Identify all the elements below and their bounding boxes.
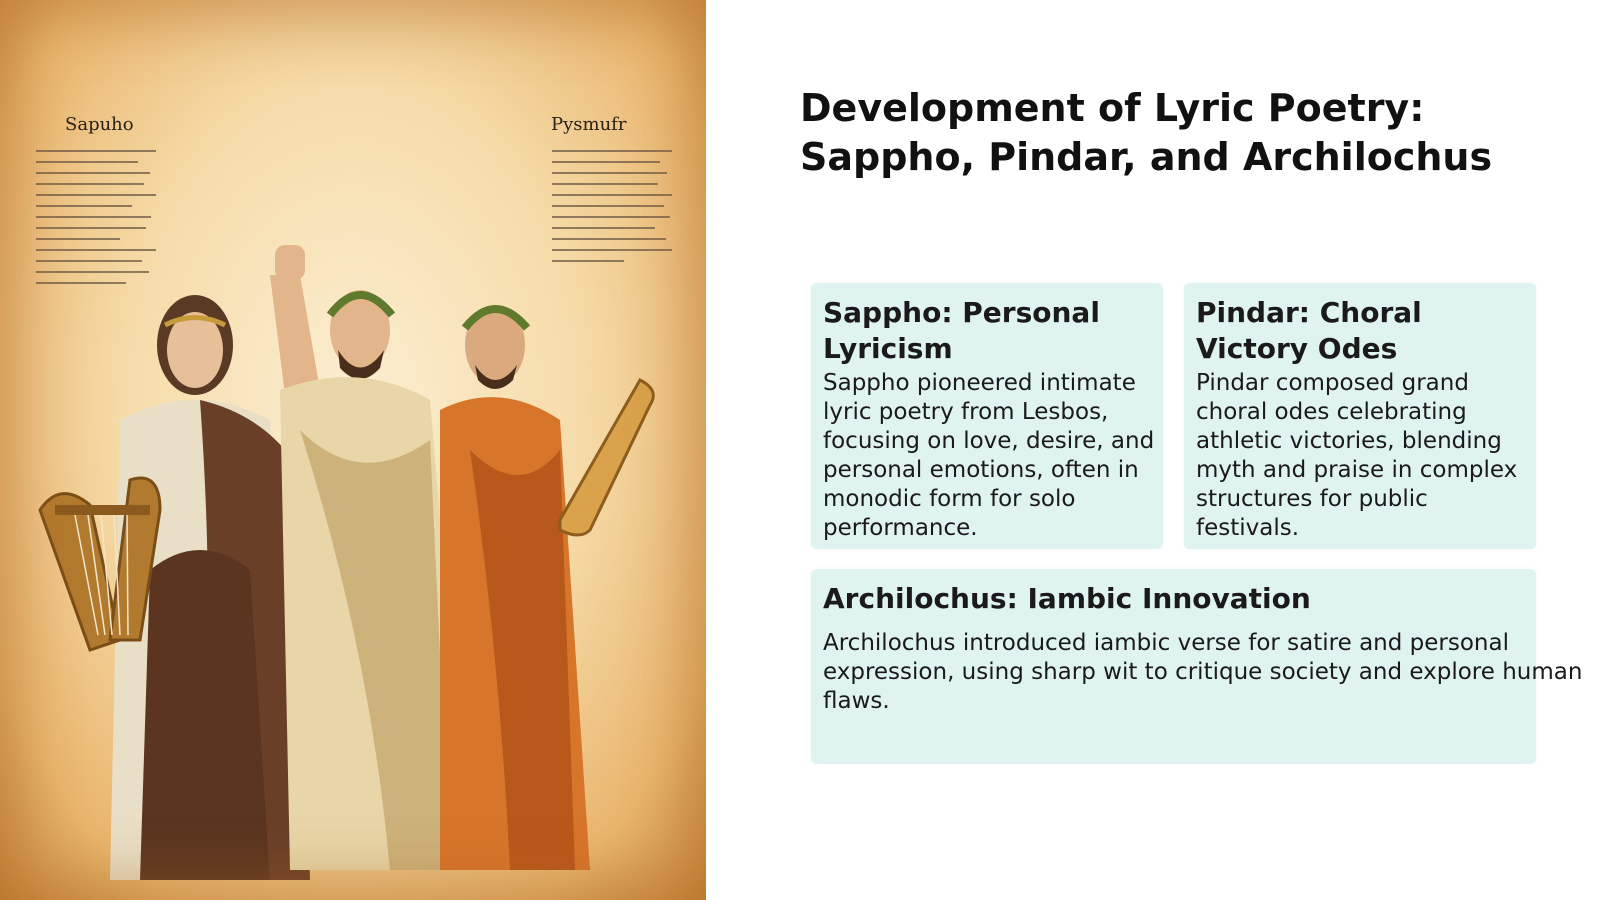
- card-title: Archilochus: Iambic Innovation: [823, 582, 1311, 615]
- three-poets-figures: [0, 230, 706, 900]
- illustration-caption-left: Sapuho: [65, 114, 134, 135]
- archilochus-figure: [440, 305, 653, 870]
- sappho-card: [811, 283, 1163, 549]
- card-title: Sappho: Personal Lyricism: [823, 296, 1100, 365]
- illustration-caption-right: Pysmufr: [551, 114, 627, 135]
- poets-illustration: [0, 0, 706, 900]
- scroll-icon: [560, 380, 653, 535]
- card-body: Pindar composed grand choral odes celebrating athletic victories, blending myth and praise in complex structures for public festivals.: [1196, 370, 1518, 541]
- card-body: Sappho pioneered intimate lyric poetry from Lesbos, focusing on love, desire, and personal emotions, often in monodic form for solo performance.: [823, 370, 1155, 541]
- card-title: Pindar: Choral Victory Odes: [1196, 296, 1422, 365]
- archilochus-card: [811, 569, 1583, 764]
- slide-title: Development of Lyric Poetry: Sappho, Pindar, and Archilochus: [800, 86, 1493, 179]
- card-body: Archilochus introduced iambic verse for satire and personal expression, using sharp wit to critique society and explore human flaws.: [823, 630, 1583, 714]
- sappho-figure: [40, 295, 310, 880]
- lyre-icon: [40, 478, 160, 650]
- pindar-card: [1184, 283, 1536, 549]
